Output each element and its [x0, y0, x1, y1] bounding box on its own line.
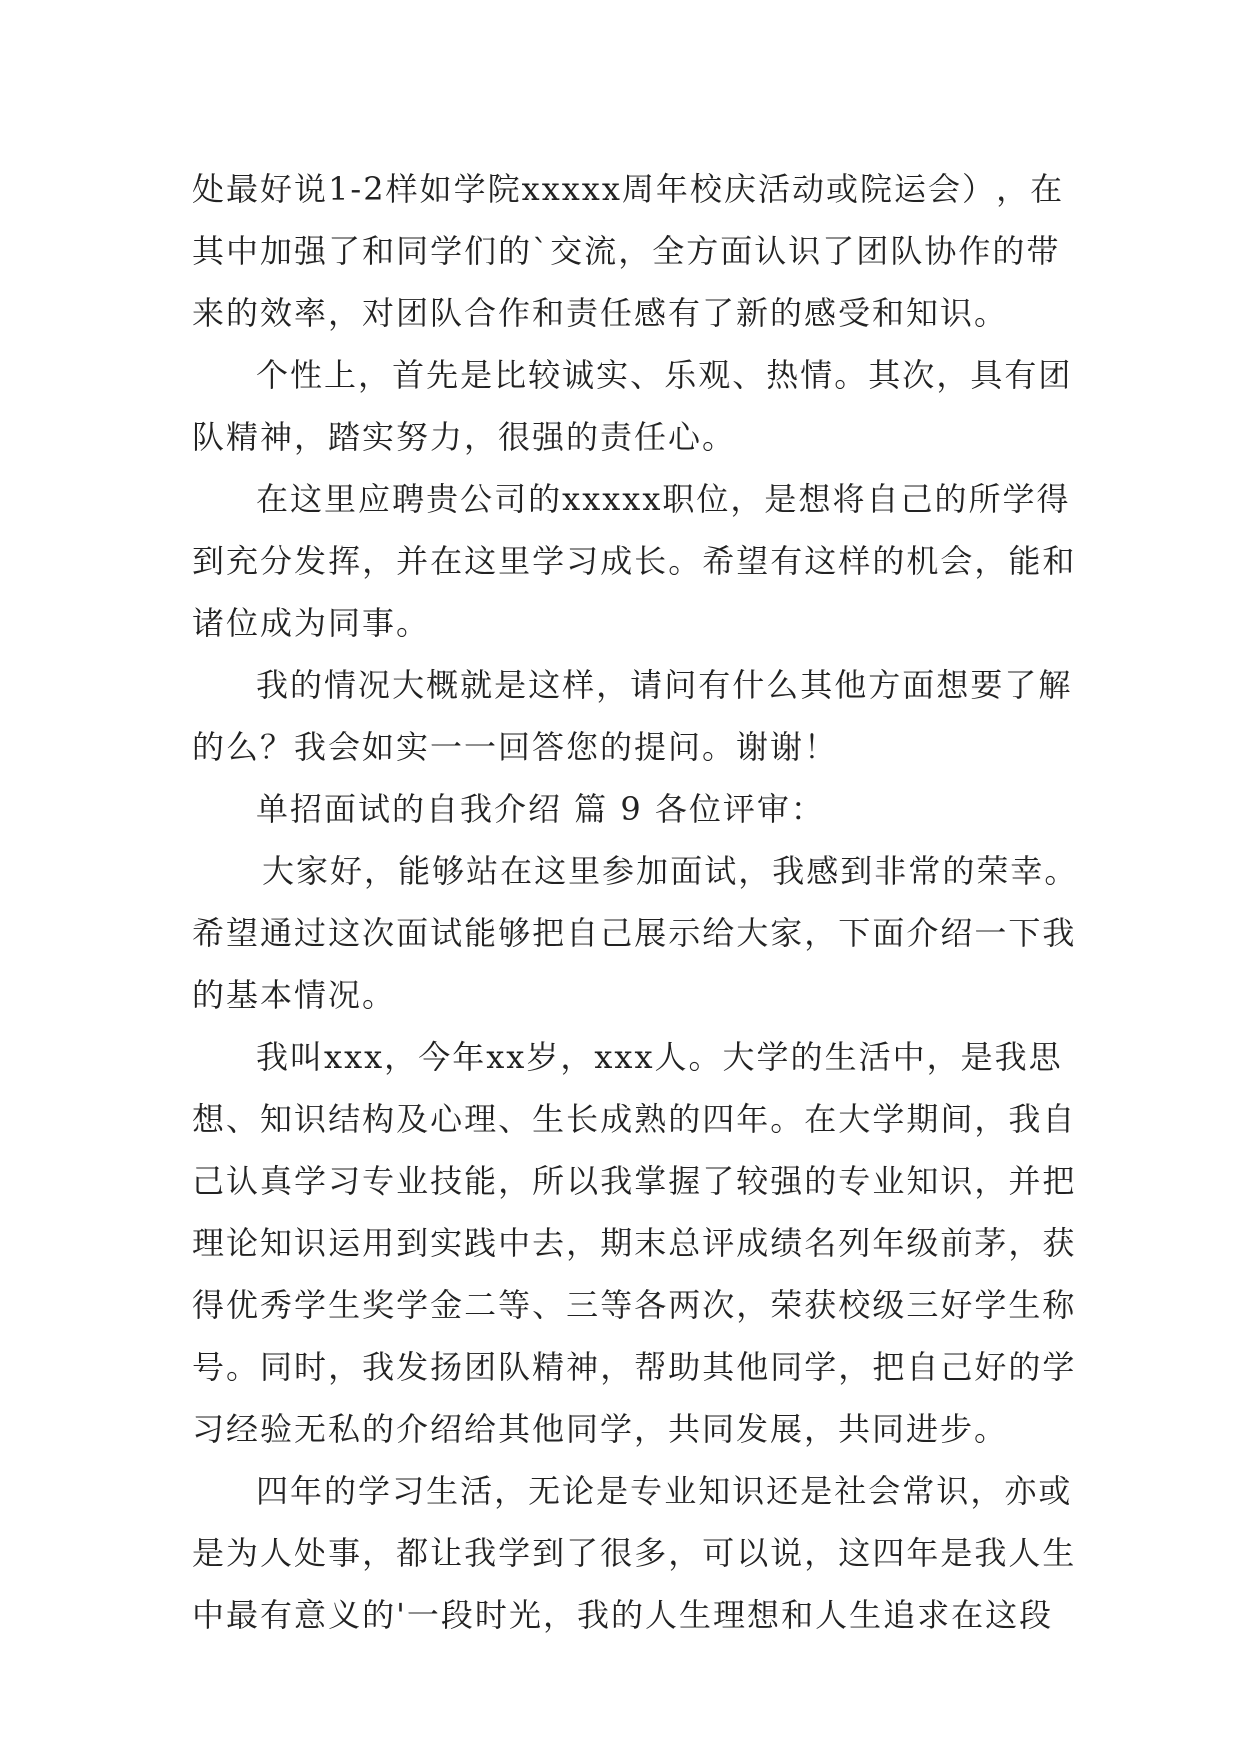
- text-line: 处 最 好 说 1-2 样 如 学 院 xxxxx 周 年 校 庆 活 动 或 院 运 会 ） ， 在: [192, 170, 1065, 208]
- text-line: 我 叫 xxx ， 今 年 xx 岁 ， xxx 人 。 大 学 的 生 活 中 ， 是 我 思: [256, 1038, 1063, 1076]
- text-line: 习经验无私的介绍给其他同学，共同发展，共同进步。: [192, 1410, 1009, 1448]
- text-line: 的基本情况。: [192, 976, 397, 1014]
- text-line: 中 最 有 意 义 的 ' 一 段 时 光 ， 我 的 人 生 理 想 和 人 生 追 求 在 这 段: [192, 1596, 1054, 1634]
- text-line: 队精神，踏实努力，很强的责任心。: [192, 418, 737, 456]
- text-line: 的么？我会如实一一回答您的提问。谢谢！: [192, 728, 839, 766]
- text-line: 诸位成为同事。: [192, 604, 431, 642]
- text-line: 个 性 上 ， 首 先 是 比 较 诚 实 、 乐 观 、 热 情 。 其 次 ， 具 有 团: [256, 356, 1073, 394]
- text-line: 到 充 分 发 挥 ， 并 在 这 里 学 习 成 长 。 希 望 有 这 样 的 机 会 ， 能 和: [192, 542, 1077, 580]
- text-line: 理 论 知 识 运 用 到 实 践 中 去 ， 期 末 总 评 成 绩 名 列 年 级 前 茅 ， 获: [192, 1224, 1077, 1262]
- text-line: 在 这 里 应 聘 贵 公 司 的 xxxxx 职 位 ， 是 想 将 自 己 的 所 学 得: [256, 480, 1071, 518]
- document-body: [192, 158, 1079, 1646]
- text-line: 我 的 情 况 大 概 就 是 这 样 ， 请 问 有 什 么 其 他 方 面 想 要 了 解: [256, 666, 1073, 704]
- text-line: 大 家 好 ， 能 够 站 在 这 里 参 加 面 试 ， 我 感 到 非 常 的 荣 幸 。: [262, 852, 1079, 890]
- text-line: 单招面试的自我介绍 篇 9 各位评审：: [256, 790, 825, 828]
- text-line: 四 年 的 学 习 生 活 ， 无 论 是 专 业 知 识 还 是 社 会 常 识 ， 亦 或: [256, 1472, 1073, 1510]
- text-line: 是 为 人 处 事 ， 都 让 我 学 到 了 很 多 ， 可 以 说 ， 这 四 年 是 我 人 生: [192, 1534, 1077, 1572]
- text-line: 得 优 秀 学 生 奖 学 金 二 等 、 三 等 各 两 次 ， 荣 获 校 级 三 好 学 生 称: [192, 1286, 1077, 1324]
- text-line: 想 、 知 识 结 构 及 心 理 、 生 长 成 熟 的 四 年 。 在 大 学 期 间 ， 我 自: [192, 1100, 1077, 1138]
- text-line: 号 。 同 时 ， 我 发 扬 团 队 精 神 ， 帮 助 其 他 同 学 ， 把 自 己 好 的 学: [192, 1348, 1077, 1386]
- text-line: 希 望 通 过 这 次 面 试 能 够 把 自 己 展 示 给 大 家 ， 下 面 介 绍 一 下 我: [192, 914, 1077, 952]
- text-line: 己 认 真 学 习 专 业 技 能 ， 所 以 我 掌 握 了 较 强 的 专 业 知 识 ， 并 把: [192, 1162, 1077, 1200]
- text-line: 其 中 加 强 了 和 同 学 们 的 ` 交 流 ， 全 方 面 认 识 了 团 队 协 作 的 带: [192, 232, 1061, 270]
- text-line: 来的效率，对团队合作和责任感有了新的感受和知识。: [192, 294, 1009, 332]
